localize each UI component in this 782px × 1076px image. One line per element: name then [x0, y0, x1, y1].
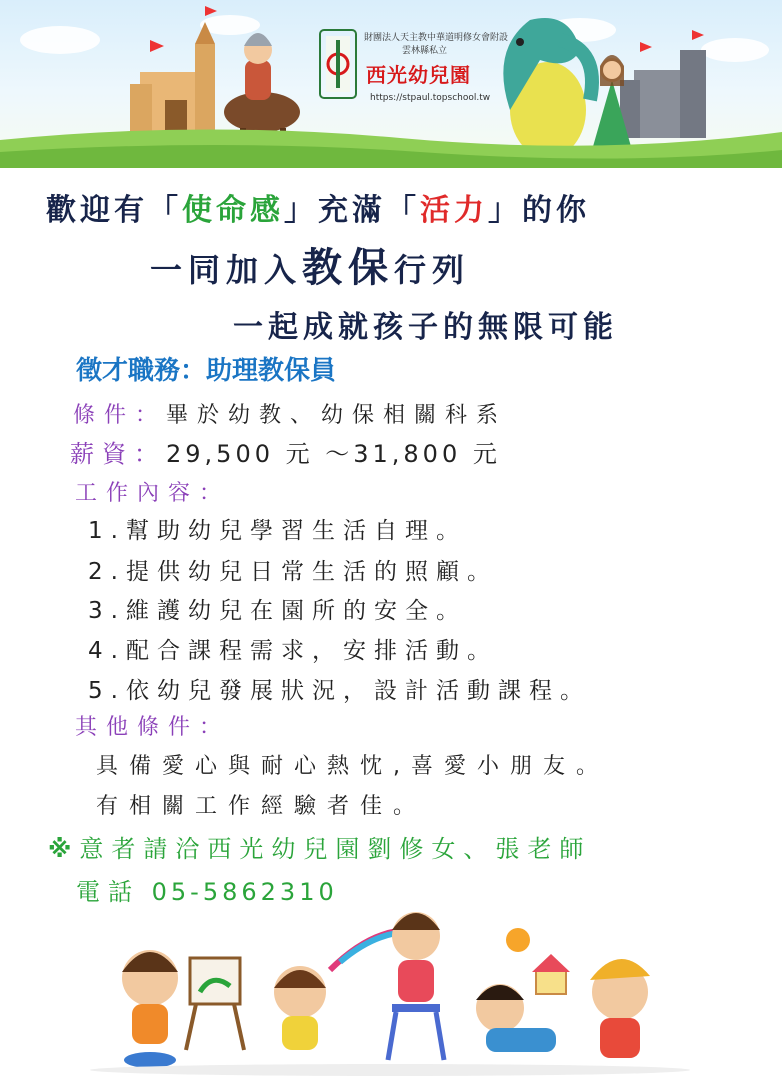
header-banner [0, 0, 782, 168]
headline-big-text: 教保 [302, 245, 395, 291]
child-illustration [590, 959, 650, 1058]
duty-item: 1.幫助幼兒學習生活自理。 [88, 518, 467, 544]
logo-county-text: 雲林縣私立 [402, 46, 448, 56]
headline-line-1 [46, 185, 590, 229]
headline-text: 一同加入 [150, 251, 303, 289]
duty-item: 3.維護幼兒在園所的安全。 [88, 598, 467, 624]
school-logo [318, 26, 509, 108]
headline-mission: 使命感 [182, 193, 284, 228]
headline-text: 歡迎有「 [46, 193, 182, 228]
other-condition-item: 有相關工作經驗者佳。 [96, 794, 427, 819]
headline-text: 行列 [394, 251, 471, 289]
duty-item: 4.配合課程需求，安排活動。 [88, 638, 498, 664]
headline-line-3: 一起成就孩子的無限可能 [233, 310, 618, 345]
child-illustration [330, 912, 444, 1060]
child-illustration [122, 950, 178, 1068]
duty-item: 5.依幼兒發展狀況，設計活動課程。 [88, 678, 591, 704]
phone-number: 05-5862310 [151, 878, 338, 906]
sun-icon [506, 928, 530, 952]
phone-label: 電話 [76, 878, 140, 906]
left-castle [130, 6, 217, 138]
headline-vigor: 活力 [420, 193, 488, 228]
condition-row [73, 398, 507, 429]
job-title: 徵才職務：助理教保員 [76, 356, 337, 386]
child-illustration [274, 966, 326, 1050]
salary-value: 29,500 元 ～31,800 元 [166, 440, 501, 468]
headline-line-2 [150, 236, 470, 293]
condition-label: 條件： [73, 403, 167, 428]
reference-mark: ※ [48, 835, 80, 863]
duty-item: 2.提供幼兒日常生活的照顧。 [88, 559, 498, 585]
contact-line [48, 829, 591, 864]
salary-row [70, 434, 501, 469]
right-castle [620, 30, 706, 138]
logo-foundation-text: 財團法人天主教中華道明修女會附設 [364, 33, 509, 43]
easel-illustration [186, 958, 244, 1050]
other-conditions-label: 其他條件： [75, 715, 231, 740]
house-drawing-illustration [532, 954, 570, 994]
headline-text: 」充滿「 [284, 193, 420, 228]
children-painting-illustration [0, 900, 782, 1076]
contact-text: 意者請洽西光幼兒園劉修女、張老師 [79, 835, 592, 863]
logo-school-name: 西光幼兒園 [366, 63, 471, 87]
headline-text: 」的你 [488, 193, 590, 228]
other-condition-item: 具備愛心與耐心熱忱,喜愛小朋友。 [96, 754, 609, 779]
salary-label: 薪資： [70, 440, 166, 468]
school-emblem-icon [318, 26, 358, 102]
condition-value: 畢於幼教、幼保相關科系 [166, 403, 508, 428]
logo-url: https://stpaul.topschool.tw [370, 93, 491, 103]
work-content-label: 工作內容： [75, 481, 231, 506]
